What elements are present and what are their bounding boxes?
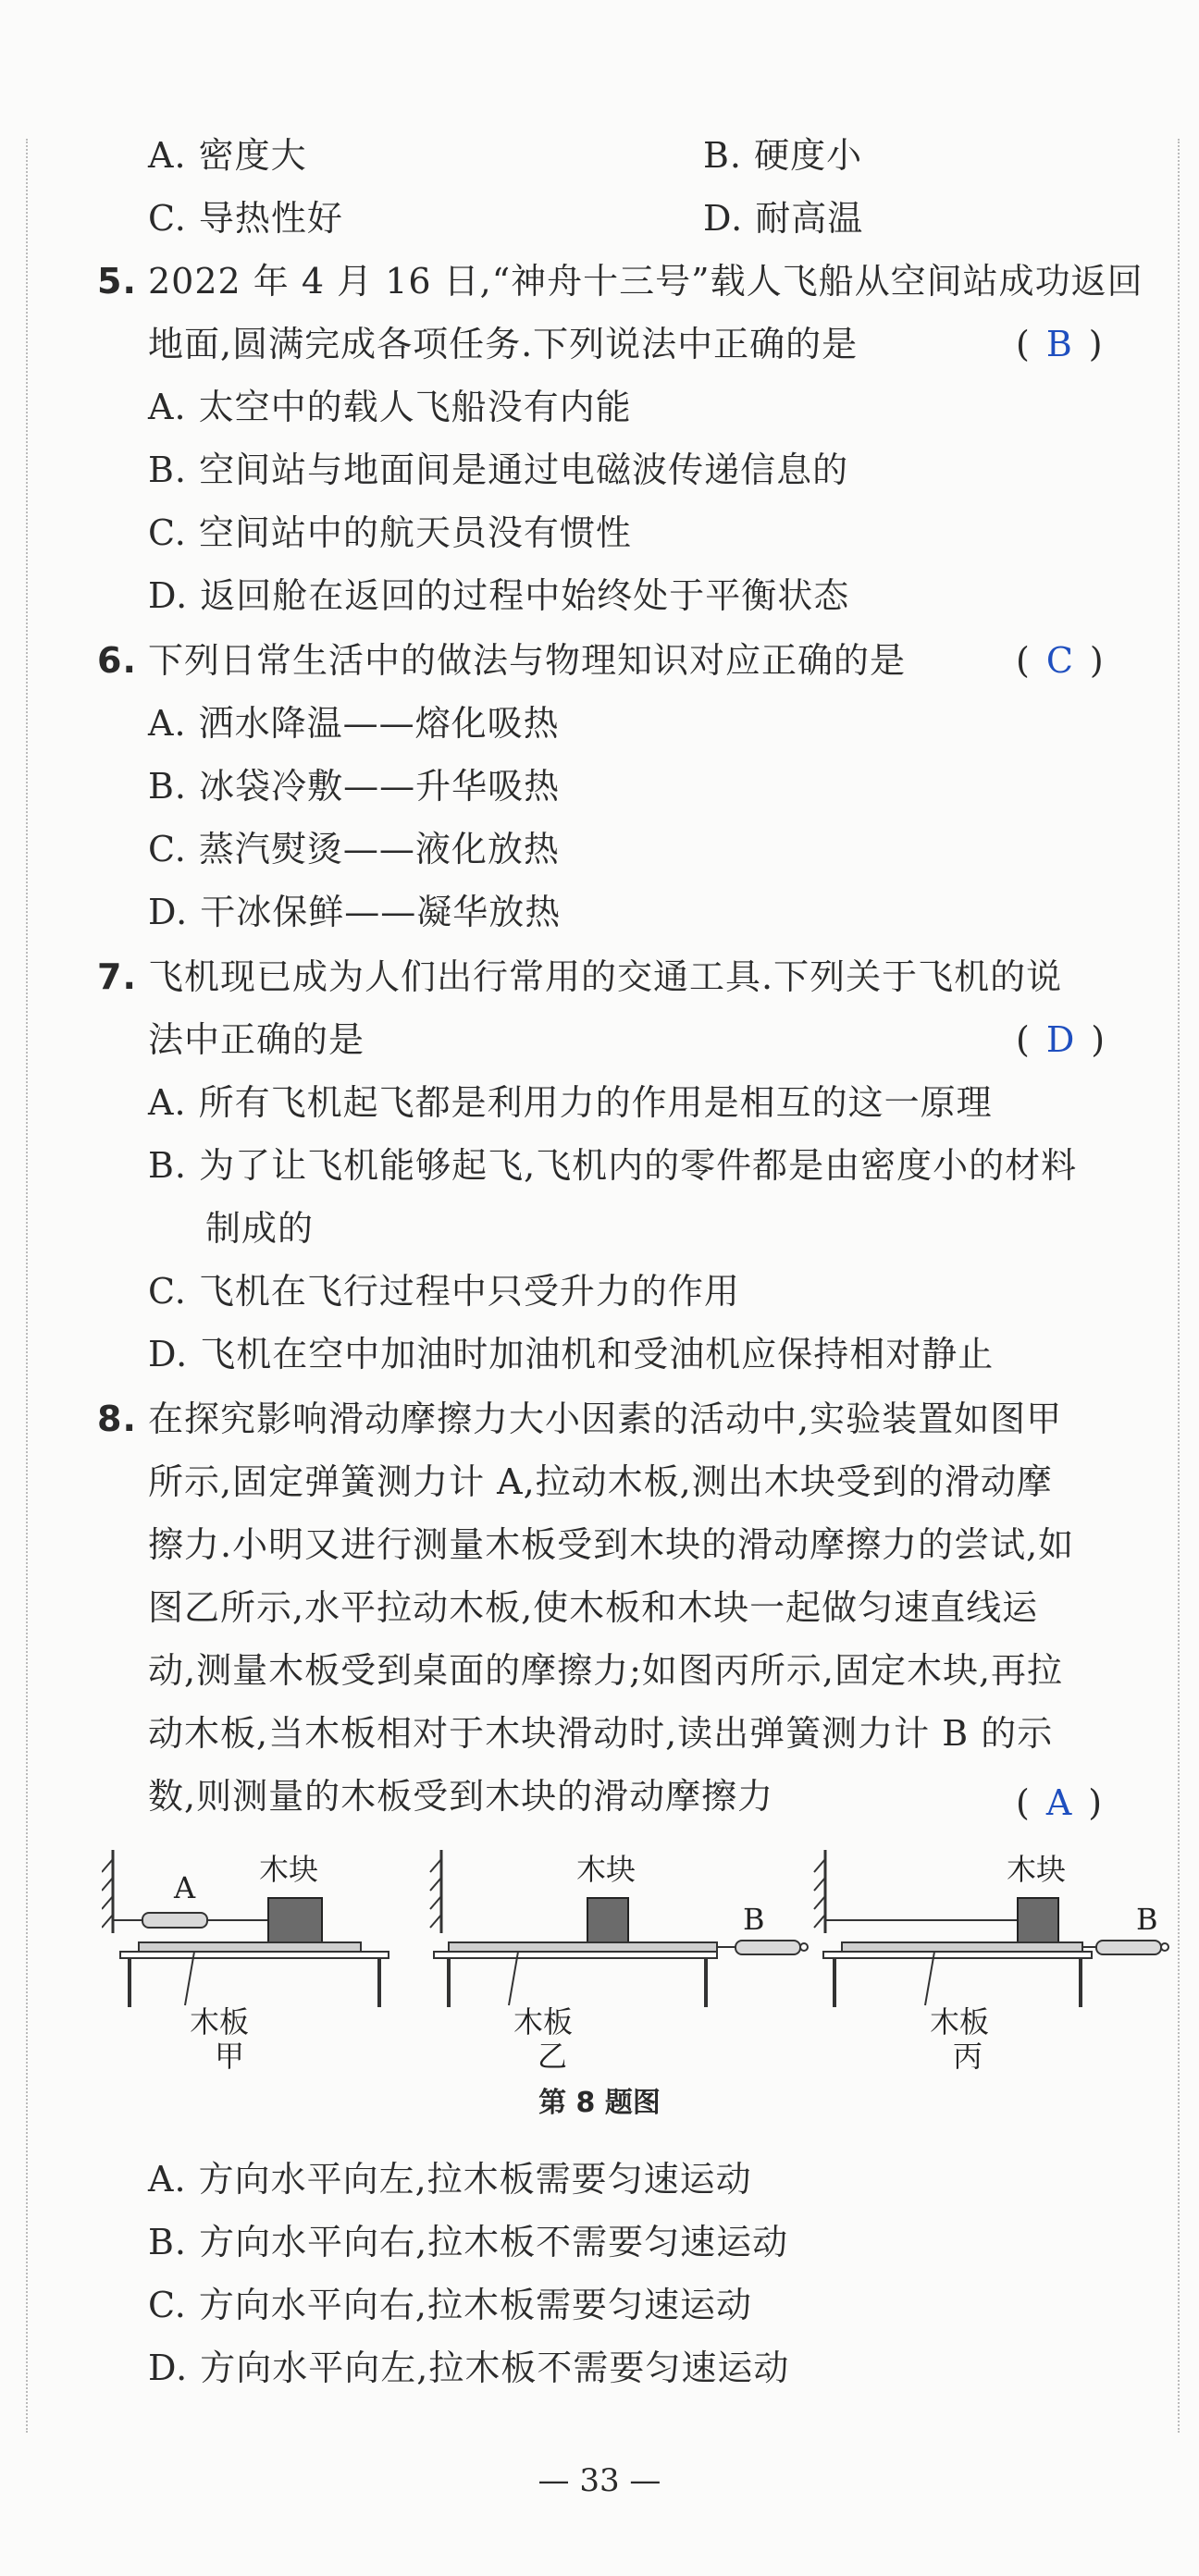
q6-answer-value: C xyxy=(1045,640,1073,681)
q4-option-b: B. 硬度小 xyxy=(703,135,863,176)
q7-option: C. 飞机在飞行过程中只受升力的作用 xyxy=(148,1271,740,1312)
block-label: 木块 xyxy=(1007,1852,1067,1887)
q5-stem-line2: 地面,圆满完成各项任务.下列说法中正确的是 xyxy=(148,324,859,364)
board-label: 木板 xyxy=(190,2004,250,2040)
q8-answer: ( A ) xyxy=(1016,1782,1103,1823)
q7-answer-value: D xyxy=(1045,1019,1075,1060)
q6-stem-line1: 下列日常生活中的做法与物理知识对应正确的是 xyxy=(148,640,907,681)
panel-jia xyxy=(102,1850,389,2072)
q8-stem-line: 动木板,当木板相对于木块滑动时,读出弹簧测力计 B 的示 xyxy=(148,1713,1054,1754)
q8-stem-line: 所示,固定弹簧测力计 A,拉动木板,测出木块受到的滑动摩 xyxy=(148,1461,1053,1502)
q8-option: A. 方向水平向左,拉木板需要匀速运动 xyxy=(148,2159,752,2200)
q6-option: A. 洒水降温——熔化吸热 xyxy=(148,703,560,744)
block-label: 木块 xyxy=(259,1852,319,1887)
q4-option-d: D. 耐高温 xyxy=(703,198,864,239)
q4-option-c: C. 导热性好 xyxy=(148,198,343,239)
spring-scale-a xyxy=(142,1913,207,1928)
spring-scale-b xyxy=(1096,1941,1161,1954)
q5-option: C. 空间站中的航天员没有惯性 xyxy=(148,512,632,553)
q7-option: A. 所有飞机起飞都是利用力的作用是相互的这一原理 xyxy=(148,1082,993,1123)
q7-option: D. 飞机在空中加油时加油机和受油机应保持相对静止 xyxy=(148,1334,995,1374)
panel-yi xyxy=(430,1850,808,2072)
panel-bing xyxy=(814,1850,1168,2072)
wood-board xyxy=(449,1942,717,1952)
q8-figure xyxy=(102,1841,1175,2072)
board-label: 木板 xyxy=(513,2004,574,2040)
q8-number: 8. xyxy=(97,1399,137,1439)
q7-option-continuation: 制成的 xyxy=(205,1208,315,1249)
q5-option: D. 返回舱在返回的过程中始终处于平衡状态 xyxy=(148,575,850,616)
wood-block xyxy=(1018,1898,1058,1942)
wood-board xyxy=(139,1942,361,1952)
table-top xyxy=(434,1952,717,1958)
q7-number: 7. xyxy=(97,956,137,997)
q4-option-a: A. 密度大 xyxy=(148,135,307,176)
board-label: 木板 xyxy=(930,2004,990,2040)
q5-stem-line1: 2022 年 4 月 16 日,“神舟十三号”载人飞船从空间站成功返回 xyxy=(148,261,1143,302)
q7-option: B. 为了让飞机能够起飞,飞机内的零件都是由密度小的材料 xyxy=(148,1145,1078,1186)
q6-answer: ( C ) xyxy=(1016,640,1104,681)
block-label: 木块 xyxy=(576,1852,637,1887)
panel-label-yi: 乙 xyxy=(538,2039,568,2072)
meter-b-label: B xyxy=(743,1902,765,1937)
wood-board xyxy=(842,1942,1082,1952)
q8-stem-line: 数,则测量的木板受到木块的滑动摩擦力 xyxy=(148,1776,774,1817)
spring-scale-b xyxy=(735,1941,800,1954)
q8-option: D. 方向水平向左,拉木板不需要匀速运动 xyxy=(148,2348,790,2388)
q5-number: 5. xyxy=(97,261,137,302)
wood-block xyxy=(587,1898,628,1942)
figure-caption: 第 8 题图 xyxy=(538,2087,661,2119)
q8-stem-line: 在探究影响滑动摩擦力大小因素的活动中,实验装置如图甲 xyxy=(148,1399,1063,1439)
q7-stem-line1: 飞机现已成为人们出行常用的交通工具.下列关于飞机的说 xyxy=(148,956,1063,997)
q8-answer-value: A xyxy=(1045,1782,1072,1823)
q6-number: 6. xyxy=(97,640,137,681)
panel-label-bing: 丙 xyxy=(953,2039,983,2072)
q5-option: B. 空间站与地面间是通过电磁波传递信息的 xyxy=(148,450,849,490)
q6-option: C. 蒸汽熨烫——液化放热 xyxy=(148,829,560,869)
q7-answer: ( D ) xyxy=(1016,1019,1106,1060)
q8-option: B. 方向水平向右,拉木板不需要匀速运动 xyxy=(148,2222,789,2262)
q6-option: B. 冰袋冷敷——升华吸热 xyxy=(148,766,561,807)
q5-answer: ( B ) xyxy=(1016,324,1103,364)
table-top xyxy=(120,1952,389,1958)
q8-stem-line: 擦力.小明又进行测量木板受到木块的滑动摩擦力的尝试,如 xyxy=(148,1524,1075,1565)
q8-stem-line: 图乙所示,水平拉动木板,使木板和木块一起做匀速直线运 xyxy=(148,1587,1039,1628)
q8-option: C. 方向水平向右,拉木板需要匀速运动 xyxy=(148,2285,752,2325)
wood-block xyxy=(268,1898,322,1942)
q5-answer-value: B xyxy=(1045,324,1072,364)
meter-b-label: B xyxy=(1136,1902,1158,1937)
q7-stem-line2: 法中正确的是 xyxy=(148,1019,365,1060)
q5-option: A. 太空中的载人飞船没有内能 xyxy=(148,387,632,427)
panel-label-jia: 甲 xyxy=(215,2039,245,2072)
page-number: — 33 — xyxy=(538,2462,661,2499)
q6-option: D. 干冰保鲜——凝华放热 xyxy=(148,892,562,932)
meter-a-label: A xyxy=(174,1870,196,1905)
table-top xyxy=(823,1952,1092,1958)
q8-stem-line: 动,测量木板受到桌面的摩擦力;如图丙所示,固定木块,再拉 xyxy=(148,1650,1064,1691)
